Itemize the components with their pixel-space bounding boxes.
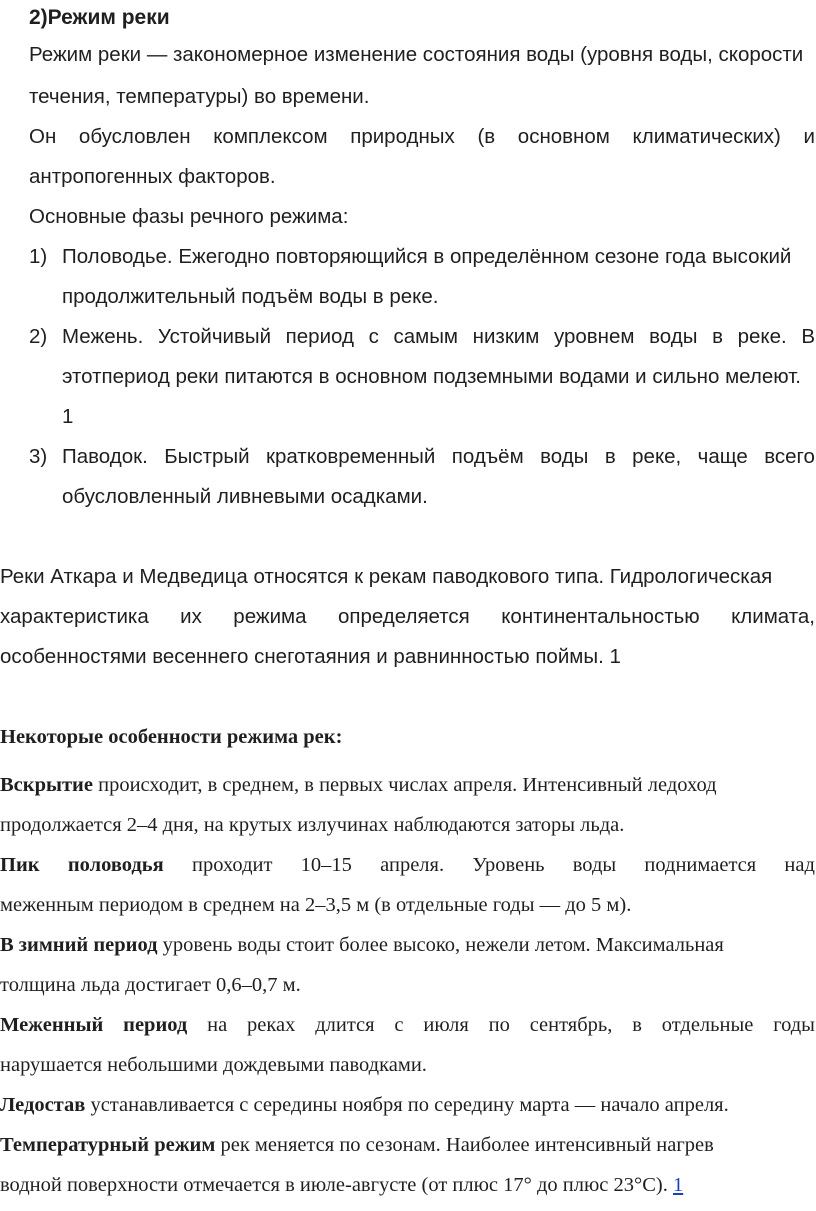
phase-1-line-1: Половодье. Ежегодно повторяющийся в определённом сезоне года высокий bbox=[62, 245, 792, 268]
winter-term: В зимний период bbox=[0, 934, 158, 956]
phase-2-word: период bbox=[285, 325, 354, 348]
phase-2-word: уровнем bbox=[553, 325, 635, 348]
phase-3-word: Паводок. bbox=[62, 445, 148, 468]
rivers-word: характеристика bbox=[0, 605, 149, 628]
phase-3-line-2: обусловленный ливневыми осадками. bbox=[62, 485, 428, 508]
opening-term: Вскрытие bbox=[0, 774, 93, 796]
phase-2-line-3-number: 1 bbox=[62, 405, 74, 428]
factors-word: и bbox=[803, 125, 815, 148]
footnote-link[interactable]: 1 bbox=[672, 1174, 684, 1196]
phase-2-word: воды bbox=[649, 325, 698, 348]
temperature-term: Температурный режим bbox=[0, 1134, 216, 1156]
peak-word: апреля. bbox=[380, 854, 445, 876]
winter-line-2: толщина льда достигает 0,6–0,7 м. bbox=[0, 974, 301, 996]
rivers-word: климата, bbox=[731, 605, 815, 628]
phase-3-word: кратковременный bbox=[266, 445, 436, 468]
peak-line-1 bbox=[0, 855, 815, 876]
phase-2-word: Межень. bbox=[62, 325, 144, 348]
rivers-word: их bbox=[180, 605, 202, 628]
phase-3-word: подъём bbox=[451, 445, 524, 468]
lowwater-word: на bbox=[207, 1014, 228, 1036]
phase-3-word: чаще bbox=[697, 445, 748, 468]
lowwater-word: с bbox=[394, 1014, 404, 1036]
features-heading: Некоторые особенности режима рек: bbox=[0, 726, 343, 748]
phase-1-line-2: продолжительный подъём воды в реке. bbox=[62, 285, 439, 308]
rivers-word: режима bbox=[233, 605, 307, 628]
temperature-line-1 bbox=[0, 1135, 714, 1156]
phase-2-word: Устойчивый bbox=[157, 325, 272, 348]
opening-line-1 bbox=[0, 775, 717, 796]
rivers-word: континентальностью bbox=[501, 605, 700, 628]
phase-3-word: в bbox=[604, 445, 616, 468]
rivers-line-3: особенностями весеннего снеготаяния и равнинностью поймы. 1 bbox=[0, 645, 621, 668]
opening-line-2: продолжается 2–4 дня, на крутых излучинах наблюдаются заторы льда. bbox=[0, 814, 625, 836]
lowwater-line-2: нарушается небольшими дождевыми паводками. bbox=[0, 1054, 427, 1076]
peak-word: воды bbox=[572, 854, 617, 876]
definition-line-2: течения, температуры) во времени. bbox=[29, 85, 370, 108]
factors-word: основном bbox=[517, 125, 610, 148]
phase-2-word: В bbox=[801, 325, 815, 348]
factors-word: комплексом bbox=[213, 125, 328, 148]
phase-3-word: Быстрый bbox=[164, 445, 250, 468]
peak-word: проходит bbox=[191, 854, 273, 876]
phase-3-number: 3) bbox=[29, 445, 48, 468]
lowwater-word: годы bbox=[773, 1014, 815, 1036]
lowwater-word: в bbox=[632, 1014, 642, 1036]
winter-line-1 bbox=[0, 935, 724, 956]
lowwater-word: реках bbox=[247, 1014, 296, 1036]
peak-word: Пик bbox=[0, 854, 40, 876]
peak-word: половодья bbox=[67, 854, 164, 876]
peak-word: поднимается bbox=[644, 854, 757, 876]
lowwater-word: сентябрь, bbox=[529, 1014, 613, 1036]
factors-word: природных bbox=[350, 125, 455, 148]
opening-text: происходит, в среднем, в первых числах апреля. Интенсивный ледоход bbox=[92, 774, 717, 796]
phases-intro: Основные фазы речного режима: bbox=[29, 205, 349, 228]
lowwater-line-1 bbox=[0, 1015, 815, 1036]
factors-line-2: антропогенных факторов. bbox=[29, 165, 276, 188]
temperature-line-2-text: водной поверхности отмечается в июле-августе (от плюс 17° до плюс 23°С). bbox=[0, 1174, 673, 1196]
lowwater-word: период bbox=[123, 1014, 188, 1036]
rivers-word: определяется bbox=[337, 605, 470, 628]
phase-2-word: реке. bbox=[737, 325, 787, 348]
factors-word: Он bbox=[29, 125, 57, 148]
phase-2-word: в bbox=[712, 325, 723, 348]
temperature-line-2 bbox=[0, 1175, 683, 1196]
lowwater-word: Меженный bbox=[0, 1014, 104, 1036]
phase-2-line-2: этотпериод реки питаются в основном подземными водами и сильно мелеют. bbox=[62, 365, 802, 388]
lowwater-word: по bbox=[488, 1014, 510, 1036]
peak-word: 10–15 bbox=[300, 854, 352, 876]
phase-2-line-1 bbox=[62, 327, 815, 348]
peak-word: Уровень bbox=[472, 854, 545, 876]
phase-2-number: 2) bbox=[29, 325, 48, 348]
winter-text: уровень воды стоит более высоко, нежели летом. Максимальная bbox=[157, 934, 724, 956]
factors-word: обусловлен bbox=[78, 125, 191, 148]
definition-line-1: Режим реки — закономерное изменение состояния воды (уровня воды, скорости bbox=[29, 43, 804, 66]
freeze-line bbox=[0, 1095, 729, 1116]
lowwater-word: длится bbox=[315, 1014, 375, 1036]
freeze-term: Ледостав bbox=[0, 1094, 86, 1116]
phase-3-word: реке, bbox=[632, 445, 682, 468]
temperature-text: рек меняется по сезонам. Наиболее интенсивный нагрев bbox=[215, 1134, 714, 1156]
section-title: 2)Режим реки bbox=[29, 6, 170, 29]
lowwater-word: отдельные bbox=[661, 1014, 754, 1036]
factors-word: климатических) bbox=[632, 125, 781, 148]
factors-word: (в bbox=[477, 125, 496, 148]
phase-2-word: с bbox=[368, 325, 379, 348]
peak-line-2: меженным периодом в среднем на 2–3,5 м (в отдельные годы — до 5 м). bbox=[0, 894, 632, 916]
peak-word: над bbox=[784, 854, 815, 876]
phase-3-word: всего bbox=[764, 445, 815, 468]
lowwater-word: июля bbox=[423, 1014, 469, 1036]
phase-2-word: низким bbox=[472, 325, 540, 348]
rivers-line-2 bbox=[0, 607, 815, 628]
freeze-text: устанавливается с середины ноября по середину марта — начало апреля. bbox=[85, 1094, 729, 1116]
phase-1-number: 1) bbox=[29, 245, 48, 268]
phase-3-line-1 bbox=[62, 447, 815, 468]
phase-3-word: воды bbox=[540, 445, 589, 468]
phase-2-word: самым bbox=[393, 325, 459, 348]
factors-line-1 bbox=[29, 127, 815, 148]
rivers-line-1: Реки Аткара и Медведица относятся к рекам паводкового типа. Гидрологическая bbox=[0, 565, 773, 588]
